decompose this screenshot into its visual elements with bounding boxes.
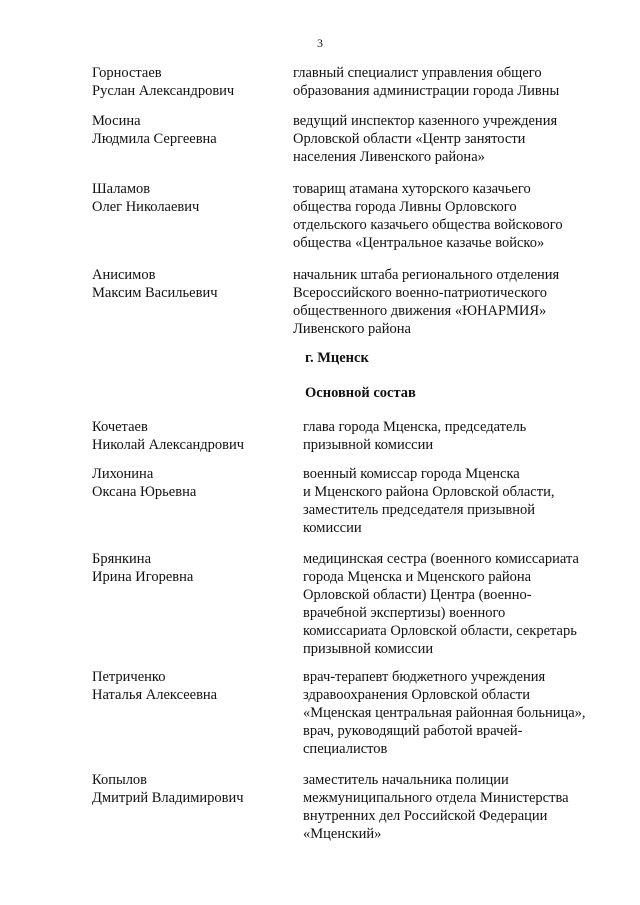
member-surname: Брянкина xyxy=(92,551,152,567)
member-role xyxy=(293,64,613,100)
member-name xyxy=(92,550,292,586)
role-line: образования администрации города Ливны xyxy=(293,83,560,99)
role-line: межмуниципального отдела Министерства xyxy=(303,790,569,806)
member-role xyxy=(303,418,623,454)
role-line: общества города Ливны Орловского xyxy=(293,199,517,215)
member-role xyxy=(293,180,613,252)
member-role xyxy=(303,465,623,537)
role-line: комиссариата Орловской области, секретарь xyxy=(303,623,577,639)
member-name xyxy=(92,64,292,100)
page-number: 3 xyxy=(317,36,323,50)
role-line: главный специалист управления общего xyxy=(293,65,542,81)
role-line: призывной комиссии xyxy=(303,437,434,453)
role-line: заместитель начальника полиции xyxy=(303,772,509,788)
member-surname: Копылов xyxy=(92,772,148,788)
member-name xyxy=(92,418,292,454)
section-composition-heading: Основной состав xyxy=(305,385,416,401)
role-line: товарищ атамана хуторского казачьего xyxy=(293,181,531,197)
member-name xyxy=(92,771,292,807)
role-line: общественного движения «ЮНАРМИЯ» xyxy=(293,303,547,319)
member-name xyxy=(92,266,292,302)
member-given-names: Дмитрий Владимирович xyxy=(92,790,244,806)
member-given-names: Ирина Игоревна xyxy=(92,569,194,585)
role-line: города Мценска и Мценского района xyxy=(303,569,532,585)
member-name xyxy=(92,180,292,216)
role-line: Ливенского района xyxy=(293,321,411,337)
role-line: призывной комиссии xyxy=(303,641,434,657)
member-surname: Анисимов xyxy=(92,267,156,283)
member-surname: Шаламов xyxy=(92,181,151,197)
role-line: Всероссийского военно-патриотического xyxy=(293,285,548,301)
member-role xyxy=(303,771,623,843)
role-line: ведущий инспектор казенного учреждения xyxy=(293,113,558,129)
section-city-heading: г. Мценск xyxy=(305,350,369,366)
member-role xyxy=(293,112,613,166)
member-given-names: Наталья Алексеевна xyxy=(92,687,218,703)
role-line: «Мценская центральная районная больница», xyxy=(303,705,586,721)
member-name xyxy=(92,668,292,704)
member-given-names: Олег Николаевич xyxy=(92,199,200,215)
role-line: медицинская сестра (военного комиссариата xyxy=(303,551,579,567)
role-line: Орловской области «Центр занятости xyxy=(293,131,526,147)
role-line: врач, руководящий работой врачей- xyxy=(303,723,523,739)
member-role xyxy=(303,668,623,758)
role-line: отдельского казачьего общества войскового xyxy=(293,217,563,233)
role-line: общества «Центральное казачье войско» xyxy=(293,235,545,251)
role-line: военный комиссар города Мценска xyxy=(303,466,520,482)
member-role xyxy=(303,550,623,658)
role-line: здравоохранения Орловской области xyxy=(303,687,530,703)
role-line: врач-терапевт бюджетного учреждения xyxy=(303,669,546,685)
role-line: внутренних дел Российской Федерации xyxy=(303,808,548,824)
member-given-names: Людмила Сергеевна xyxy=(92,131,217,147)
role-line: комиссии xyxy=(303,520,362,536)
role-line: Орловской области) Центра (военно- xyxy=(303,587,532,603)
member-surname: Горностаев xyxy=(92,65,162,81)
member-given-names: Николай Александрович xyxy=(92,437,245,453)
role-line: населения Ливенского района» xyxy=(293,149,485,165)
role-line: специалистов xyxy=(303,741,388,757)
member-name xyxy=(92,112,292,148)
member-given-names: Оксана Юрьевна xyxy=(92,484,197,500)
role-line: начальник штаба регионального отделения xyxy=(293,267,560,283)
member-surname: Лихонина xyxy=(92,466,154,482)
member-role xyxy=(293,266,613,338)
member-surname: Мосина xyxy=(92,113,141,129)
member-surname: Петриченко xyxy=(92,669,166,685)
member-name xyxy=(92,465,292,501)
role-line: глава города Мценска, председатель xyxy=(303,419,527,435)
role-line: заместитель председателя призывной xyxy=(303,502,535,518)
member-surname: Кочетаев xyxy=(92,419,148,435)
member-given-names: Руслан Александрович xyxy=(92,83,235,99)
role-line: «Мценский» xyxy=(303,826,382,842)
member-given-names: Максим Васильевич xyxy=(92,285,218,301)
role-line: врачебной экспертизы) военного xyxy=(303,605,506,621)
role-line: и Мценского района Орловской области, xyxy=(303,484,555,500)
